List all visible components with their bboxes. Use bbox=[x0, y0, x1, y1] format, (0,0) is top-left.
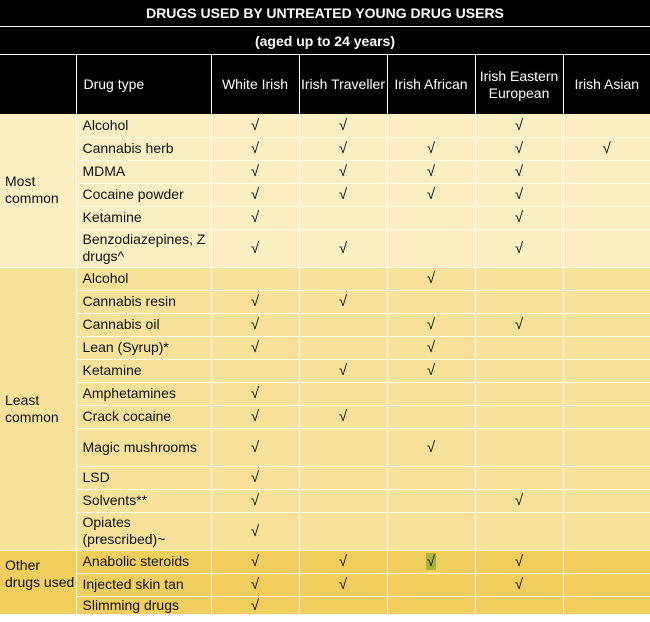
check-cell bbox=[563, 466, 650, 489]
check-cell bbox=[211, 114, 299, 137]
check-mark: √ bbox=[514, 492, 524, 509]
table-row bbox=[0, 183, 650, 206]
check-mark: √ bbox=[514, 140, 524, 157]
check-mark: √ bbox=[338, 293, 348, 310]
check-cell bbox=[387, 206, 475, 229]
drug-table bbox=[0, 54, 650, 615]
check-mark: √ bbox=[426, 186, 436, 203]
check-cell bbox=[211, 313, 299, 336]
check-mark: √ bbox=[250, 163, 260, 180]
check-cell bbox=[475, 405, 563, 428]
check-mark: √ bbox=[514, 163, 524, 180]
check-cell bbox=[299, 550, 387, 573]
check-cell bbox=[299, 160, 387, 183]
check-cell bbox=[563, 359, 650, 382]
drug-name: Slimming drugs bbox=[76, 596, 211, 614]
header-irish-asian: Irish Asian bbox=[563, 55, 650, 115]
header-irish-traveller: Irish Traveller bbox=[299, 55, 387, 115]
check-cell bbox=[387, 382, 475, 405]
check-cell bbox=[563, 290, 650, 313]
check-cell bbox=[387, 313, 475, 336]
table-row bbox=[0, 382, 650, 405]
check-mark: √ bbox=[426, 438, 436, 456]
check-mark: √ bbox=[426, 553, 436, 570]
header-irish-african: Irish African bbox=[387, 55, 475, 115]
check-cell bbox=[475, 160, 563, 183]
table-row bbox=[0, 206, 650, 229]
check-mark: √ bbox=[250, 293, 260, 310]
check-cell bbox=[299, 382, 387, 405]
table-row bbox=[0, 489, 650, 512]
check-mark: √ bbox=[426, 140, 436, 157]
check-cell bbox=[387, 550, 475, 573]
check-mark: √ bbox=[338, 140, 348, 157]
check-cell bbox=[475, 336, 563, 359]
check-mark: √ bbox=[338, 576, 348, 593]
header-white-irish: White Irish bbox=[211, 55, 299, 115]
check-cell bbox=[563, 336, 650, 359]
check-cell bbox=[475, 359, 563, 382]
check-cell bbox=[563, 137, 650, 160]
check-cell bbox=[475, 512, 563, 550]
check-cell bbox=[387, 229, 475, 267]
check-cell bbox=[211, 160, 299, 183]
check-cell bbox=[387, 183, 475, 206]
drug-name: Cannabis herb bbox=[76, 137, 211, 160]
check-cell bbox=[211, 336, 299, 359]
check-mark: √ bbox=[338, 163, 348, 180]
table-row bbox=[0, 512, 650, 550]
check-cell bbox=[475, 382, 563, 405]
check-mark: √ bbox=[250, 116, 260, 134]
check-cell bbox=[563, 596, 650, 614]
check-cell bbox=[299, 114, 387, 137]
check-mark: √ bbox=[514, 576, 524, 593]
table-row bbox=[0, 267, 650, 290]
check-mark: √ bbox=[426, 362, 436, 379]
drug-name: Opiates (prescribed)~ bbox=[76, 512, 211, 550]
drug-name: Anabolic steroids bbox=[76, 550, 211, 573]
check-cell bbox=[387, 267, 475, 290]
check-cell bbox=[563, 160, 650, 183]
check-mark: √ bbox=[250, 553, 260, 570]
table-title: DRUGS USED BY UNTREATED YOUNG DRUG USERS bbox=[0, 0, 650, 27]
table-row bbox=[0, 336, 650, 359]
check-cell bbox=[475, 313, 563, 336]
group-label: Most common bbox=[0, 114, 76, 267]
check-mark: √ bbox=[514, 186, 524, 203]
drug-name: Benzodiazepines, Z drugs^ bbox=[76, 229, 211, 267]
check-cell bbox=[387, 137, 475, 160]
check-mark: √ bbox=[338, 408, 348, 425]
check-cell bbox=[475, 573, 563, 596]
check-mark: √ bbox=[250, 186, 260, 203]
table-row bbox=[0, 114, 650, 137]
table-row bbox=[0, 229, 650, 267]
check-cell bbox=[211, 466, 299, 489]
drug-name: MDMA bbox=[76, 160, 211, 183]
check-mark: √ bbox=[250, 316, 260, 333]
check-cell bbox=[211, 512, 299, 550]
check-cell bbox=[211, 382, 299, 405]
check-mark: √ bbox=[250, 408, 260, 425]
check-mark: √ bbox=[250, 140, 260, 157]
check-cell bbox=[563, 313, 650, 336]
check-cell bbox=[211, 290, 299, 313]
check-cell bbox=[563, 382, 650, 405]
table-subtitle: (aged up to 24 years) bbox=[0, 27, 650, 54]
check-cell bbox=[211, 183, 299, 206]
check-cell bbox=[563, 512, 650, 550]
check-cell bbox=[563, 114, 650, 137]
group-label: Least common bbox=[0, 267, 76, 550]
check-cell bbox=[299, 489, 387, 512]
check-mark: √ bbox=[250, 576, 260, 593]
check-cell bbox=[563, 428, 650, 466]
check-mark: √ bbox=[338, 116, 348, 134]
check-mark: √ bbox=[250, 239, 260, 257]
table-row bbox=[0, 573, 650, 596]
group-label: Other drugs used bbox=[0, 550, 76, 614]
check-cell bbox=[211, 267, 299, 290]
check-mark: √ bbox=[338, 239, 348, 257]
table-row bbox=[0, 550, 650, 573]
check-mark: √ bbox=[250, 596, 260, 614]
check-mark: √ bbox=[338, 553, 348, 570]
check-cell bbox=[299, 512, 387, 550]
check-cell bbox=[475, 290, 563, 313]
drug-name: Crack cocaine bbox=[76, 405, 211, 428]
check-cell bbox=[475, 206, 563, 229]
check-cell bbox=[475, 267, 563, 290]
table-row bbox=[0, 137, 650, 160]
check-mark: √ bbox=[250, 339, 260, 356]
check-cell bbox=[299, 206, 387, 229]
check-mark: √ bbox=[250, 385, 260, 402]
check-mark: √ bbox=[426, 339, 436, 356]
drug-name: Amphetamines bbox=[76, 382, 211, 405]
drug-name: Alcohol bbox=[76, 114, 211, 137]
drug-name: Ketamine bbox=[76, 206, 211, 229]
check-mark: √ bbox=[514, 316, 524, 333]
check-cell bbox=[475, 229, 563, 267]
check-cell bbox=[387, 428, 475, 466]
check-cell bbox=[299, 290, 387, 313]
check-cell bbox=[475, 428, 563, 466]
check-cell bbox=[299, 428, 387, 466]
table-row bbox=[0, 290, 650, 313]
check-cell bbox=[475, 114, 563, 137]
table-row bbox=[0, 160, 650, 183]
check-cell bbox=[299, 596, 387, 614]
check-mark: √ bbox=[514, 553, 524, 570]
check-cell bbox=[299, 405, 387, 428]
table-row bbox=[0, 466, 650, 489]
drug-name: Injected skin tan bbox=[76, 573, 211, 596]
check-cell bbox=[299, 359, 387, 382]
table-row bbox=[0, 405, 650, 428]
check-cell bbox=[299, 313, 387, 336]
check-mark: √ bbox=[514, 239, 524, 257]
check-cell bbox=[299, 183, 387, 206]
check-cell bbox=[387, 160, 475, 183]
table-row bbox=[0, 596, 650, 614]
check-cell bbox=[211, 550, 299, 573]
check-cell bbox=[563, 573, 650, 596]
check-mark: √ bbox=[250, 522, 260, 540]
check-cell bbox=[211, 405, 299, 428]
table-row bbox=[0, 359, 650, 382]
check-mark: √ bbox=[250, 438, 260, 456]
table-row bbox=[0, 313, 650, 336]
check-cell bbox=[387, 573, 475, 596]
check-cell bbox=[563, 229, 650, 267]
check-cell bbox=[387, 405, 475, 428]
drug-name: LSD bbox=[76, 466, 211, 489]
check-cell bbox=[387, 114, 475, 137]
check-cell bbox=[211, 206, 299, 229]
drug-name: Cocaine powder bbox=[76, 183, 211, 206]
check-cell bbox=[211, 428, 299, 466]
header-drug-type: Drug type bbox=[76, 55, 211, 115]
check-cell bbox=[387, 359, 475, 382]
check-mark: √ bbox=[338, 362, 348, 379]
check-cell bbox=[475, 489, 563, 512]
check-cell bbox=[299, 466, 387, 489]
check-cell bbox=[299, 573, 387, 596]
check-mark: √ bbox=[426, 270, 436, 287]
check-cell bbox=[299, 229, 387, 267]
check-cell bbox=[299, 137, 387, 160]
check-cell bbox=[387, 466, 475, 489]
check-mark: √ bbox=[250, 492, 260, 509]
check-mark: √ bbox=[426, 316, 436, 333]
check-mark: √ bbox=[602, 140, 611, 157]
check-cell bbox=[563, 183, 650, 206]
check-mark: √ bbox=[250, 209, 260, 226]
check-cell bbox=[211, 596, 299, 614]
header-group-cell bbox=[0, 55, 76, 115]
check-mark: √ bbox=[426, 163, 436, 180]
drug-name: Magic mushrooms bbox=[76, 428, 211, 466]
check-cell bbox=[299, 336, 387, 359]
header-row bbox=[0, 55, 650, 115]
check-cell bbox=[387, 596, 475, 614]
check-cell bbox=[475, 137, 563, 160]
check-cell bbox=[475, 550, 563, 573]
check-mark: √ bbox=[338, 186, 348, 203]
drug-name: Cannabis resin bbox=[76, 290, 211, 313]
check-cell bbox=[475, 466, 563, 489]
drug-name: Ketamine bbox=[76, 359, 211, 382]
check-cell bbox=[563, 267, 650, 290]
check-cell bbox=[563, 206, 650, 229]
check-cell bbox=[387, 489, 475, 512]
check-cell bbox=[211, 229, 299, 267]
check-cell bbox=[387, 290, 475, 313]
check-cell bbox=[211, 359, 299, 382]
header-irish-eastern-european: Irish Eastern European bbox=[475, 55, 563, 115]
drug-name: Alcohol bbox=[76, 267, 211, 290]
drug-name: Lean (Syrup)* bbox=[76, 336, 211, 359]
check-mark: √ bbox=[514, 209, 524, 226]
check-mark: √ bbox=[514, 116, 524, 134]
check-cell bbox=[387, 336, 475, 359]
check-mark: √ bbox=[250, 469, 260, 486]
check-cell bbox=[211, 137, 299, 160]
check-cell bbox=[563, 489, 650, 512]
check-cell bbox=[563, 550, 650, 573]
check-cell bbox=[211, 573, 299, 596]
check-cell bbox=[475, 596, 563, 614]
check-cell bbox=[563, 405, 650, 428]
drug-name: Solvents** bbox=[76, 489, 211, 512]
check-cell bbox=[475, 183, 563, 206]
check-cell bbox=[387, 512, 475, 550]
table-row bbox=[0, 428, 650, 466]
check-cell bbox=[299, 267, 387, 290]
check-cell bbox=[211, 489, 299, 512]
drug-name: Cannabis oil bbox=[76, 313, 211, 336]
